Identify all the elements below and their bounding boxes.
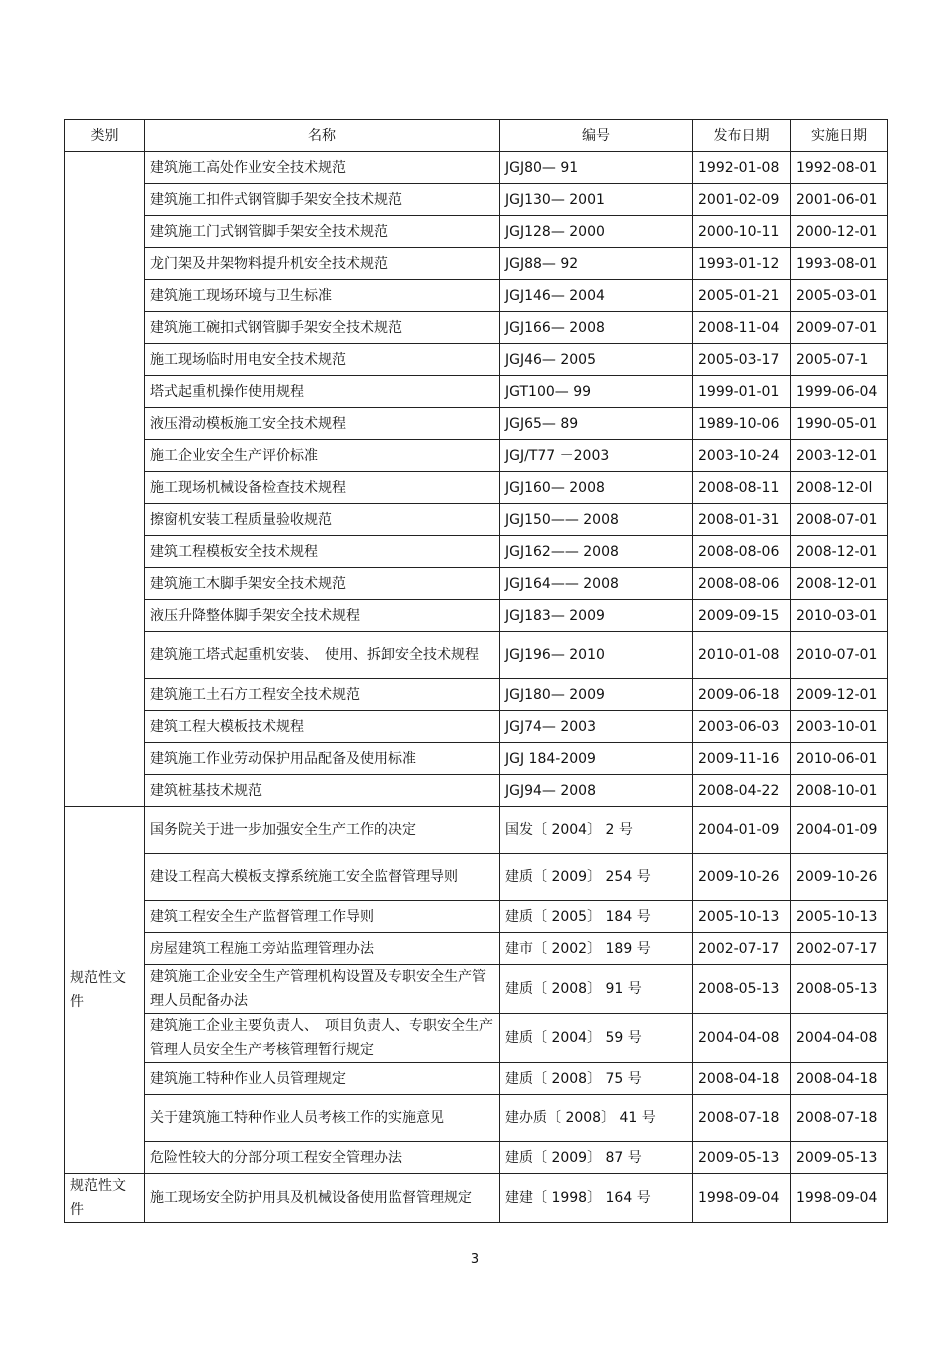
name-cell: 建筑工程模板安全技术规程 [145, 536, 500, 568]
code-cell: 建质〔 2005〕 184 号 [500, 901, 693, 933]
effective-date-cell: 2008-04-18 [791, 1063, 888, 1095]
name-cell: 建筑工程大模板技术规程 [145, 711, 500, 743]
name-cell: 龙门架及井架物料提升机安全技术规范 [145, 248, 500, 280]
issue-date-cell: 2009-05-13 [693, 1142, 791, 1174]
issue-date-cell: 2008-08-11 [693, 472, 791, 504]
page-number: 3 [470, 1252, 480, 1267]
code-cell: 建质〔 2009〕 254 号 [500, 854, 693, 901]
issue-date-cell: 2008-04-18 [693, 1063, 791, 1095]
table-row [65, 632, 888, 679]
effective-date-cell: 2003-12-01 [791, 440, 888, 472]
name-cell: 擦窗机安装工程质量验收规范 [145, 504, 500, 536]
name-cell: 施工现场安全防护用具及机械设备使用监督管理规定 [145, 1174, 500, 1223]
issue-date-cell: 2008-11-04 [693, 312, 791, 344]
table-row [65, 568, 888, 600]
table-row [65, 216, 888, 248]
issue-date-cell: 2003-10-24 [693, 440, 791, 472]
effective-date-cell: 1993-08-01 [791, 248, 888, 280]
effective-date-cell: 2008-07-01 [791, 504, 888, 536]
table-row [65, 711, 888, 743]
code-cell: 国发〔 2004〕 2 号 [500, 807, 693, 854]
name-cell: 建设工程高大模板支撑系统施工安全监督管理导则 [145, 854, 500, 901]
code-cell: JGJ164—— 2008 [500, 568, 693, 600]
issue-date-cell: 2005-01-21 [693, 280, 791, 312]
table-row [65, 344, 888, 376]
table-row [65, 600, 888, 632]
table-row [65, 184, 888, 216]
table-row [65, 376, 888, 408]
code-cell: JGJ94— 2008 [500, 775, 693, 807]
name-cell: 施工现场临时用电安全技术规范 [145, 344, 500, 376]
table-row [65, 854, 888, 901]
table-row [65, 1142, 888, 1174]
issue-date-cell: 2008-01-31 [693, 504, 791, 536]
table-row [65, 807, 888, 854]
issue-date-cell: 1999-01-01 [693, 376, 791, 408]
effective-date-cell: 2005-07-1 [791, 344, 888, 376]
category-cell [65, 152, 145, 807]
name-cell: 建筑施工作业劳动保护用品配备及使用标准 [145, 743, 500, 775]
issue-date-cell: 2009-10-26 [693, 854, 791, 901]
code-cell: 建质〔 2008〕 91 号 [500, 965, 693, 1014]
effective-date-cell: 2010-06-01 [791, 743, 888, 775]
header-effective-date: 实施日期 [791, 120, 888, 152]
code-cell: 建建〔 1998〕 164 号 [500, 1174, 693, 1223]
effective-date-cell: 2008-07-18 [791, 1095, 888, 1142]
issue-date-cell: 2009-11-16 [693, 743, 791, 775]
issue-date-cell: 2009-09-15 [693, 600, 791, 632]
code-cell: 建质〔 2009〕 87 号 [500, 1142, 693, 1174]
name-cell: 施工企业安全生产评价标准 [145, 440, 500, 472]
effective-date-cell: 2008-12-0l [791, 472, 888, 504]
code-cell: JGJ166— 2008 [500, 312, 693, 344]
issue-date-cell: 1998-09-04 [693, 1174, 791, 1223]
effective-date-cell: 2005-03-01 [791, 280, 888, 312]
effective-date-cell: 2010-03-01 [791, 600, 888, 632]
code-cell: JGJ162—— 2008 [500, 536, 693, 568]
code-cell: JGJ74— 2003 [500, 711, 693, 743]
effective-date-cell: 1999-06-04 [791, 376, 888, 408]
table-row [65, 408, 888, 440]
effective-date-cell: 2005-10-13 [791, 901, 888, 933]
issue-date-cell: 2004-04-08 [693, 1014, 791, 1063]
code-cell: JGT100— 99 [500, 376, 693, 408]
code-cell: JGJ130— 2001 [500, 184, 693, 216]
table-row [65, 1063, 888, 1095]
table-row [65, 152, 888, 184]
table-row [65, 472, 888, 504]
table-row [65, 901, 888, 933]
table-row [65, 1095, 888, 1142]
table-row [65, 536, 888, 568]
header-category: 类别 [65, 120, 145, 152]
issue-date-cell: 2008-04-22 [693, 775, 791, 807]
header-issue-date: 发布日期 [693, 120, 791, 152]
code-cell: 建质〔 2008〕 75 号 [500, 1063, 693, 1095]
table-row [65, 312, 888, 344]
code-cell: JGJ/T77 －2003 [500, 440, 693, 472]
table-row [65, 1014, 888, 1063]
effective-date-cell: 2008-12-01 [791, 568, 888, 600]
name-cell: 建筑桩基技术规范 [145, 775, 500, 807]
effective-date-cell: 2008-05-13 [791, 965, 888, 1014]
name-cell: 施工现场机械设备检查技术规程 [145, 472, 500, 504]
table-row [65, 679, 888, 711]
code-cell: JGJ46— 2005 [500, 344, 693, 376]
name-cell: 建筑施工企业安全生产管理机构设置及专职安全生产管理人员配备办法 [145, 965, 500, 1014]
code-cell: JGJ65— 89 [500, 408, 693, 440]
code-cell: JGJ80— 91 [500, 152, 693, 184]
name-cell: 建筑施工塔式起重机安装、 使用、拆卸安全技术规程 [145, 632, 500, 679]
table-row [65, 504, 888, 536]
effective-date-cell: 2009-07-01 [791, 312, 888, 344]
name-cell: 建筑施工门式钢管脚手架安全技术规范 [145, 216, 500, 248]
table-row [65, 775, 888, 807]
effective-date-cell: 2008-12-01 [791, 536, 888, 568]
table-body [65, 152, 888, 1223]
name-cell: 建筑施工高处作业安全技术规范 [145, 152, 500, 184]
name-cell: 危险性较大的分部分项工程安全管理办法 [145, 1142, 500, 1174]
issue-date-cell: 2001-02-09 [693, 184, 791, 216]
header-name: 名称 [145, 120, 500, 152]
issue-date-cell: 2008-07-18 [693, 1095, 791, 1142]
name-cell: 关于建筑施工特种作业人员考核工作的实施意见 [145, 1095, 500, 1142]
effective-date-cell: 2003-10-01 [791, 711, 888, 743]
name-cell: 液压升降整体脚手架安全技术规程 [145, 600, 500, 632]
code-cell: JGJ183— 2009 [500, 600, 693, 632]
name-cell: 建筑施工木脚手架安全技术规范 [145, 568, 500, 600]
issue-date-cell: 2002-07-17 [693, 933, 791, 965]
name-cell: 建筑施工企业主要负责人、 项目负责人、专职安全生产管理人员安全生产考核管理暂行规定 [145, 1014, 500, 1063]
name-cell: 塔式起重机操作使用规程 [145, 376, 500, 408]
name-cell: 建筑施工碗扣式钢管脚手架安全技术规范 [145, 312, 500, 344]
regulations-table [64, 119, 888, 1223]
code-cell: JGJ128— 2000 [500, 216, 693, 248]
code-cell: 建办质〔 2008〕 41 号 [500, 1095, 693, 1142]
name-cell: 建筑施工现场环境与卫生标准 [145, 280, 500, 312]
effective-date-cell: 2008-10-01 [791, 775, 888, 807]
table-row [65, 933, 888, 965]
code-cell: 建质〔 2004〕 59 号 [500, 1014, 693, 1063]
table-row [65, 743, 888, 775]
name-cell: 液压滑动模板施工安全技术规程 [145, 408, 500, 440]
effective-date-cell: 2009-10-26 [791, 854, 888, 901]
issue-date-cell: 2000-10-11 [693, 216, 791, 248]
effective-date-cell: 2009-05-13 [791, 1142, 888, 1174]
effective-date-cell: 2002-07-17 [791, 933, 888, 965]
name-cell: 建筑施工土石方工程安全技术规范 [145, 679, 500, 711]
table-row [65, 248, 888, 280]
name-cell: 建筑施工特种作业人员管理规定 [145, 1063, 500, 1095]
effective-date-cell: 1998-09-04 [791, 1174, 888, 1223]
code-cell: JGJ 184-2009 [500, 743, 693, 775]
code-cell: 建市〔 2002〕 189 号 [500, 933, 693, 965]
issue-date-cell: 2008-08-06 [693, 536, 791, 568]
effective-date-cell: 2004-04-08 [791, 1014, 888, 1063]
code-cell: JGJ196— 2010 [500, 632, 693, 679]
effective-date-cell: 1990-05-01 [791, 408, 888, 440]
effective-date-cell: 2001-06-01 [791, 184, 888, 216]
issue-date-cell: 2005-03-17 [693, 344, 791, 376]
issue-date-cell: 1993-01-12 [693, 248, 791, 280]
code-cell: JGJ150—— 2008 [500, 504, 693, 536]
issue-date-cell: 1992-01-08 [693, 152, 791, 184]
effective-date-cell: 2009-12-01 [791, 679, 888, 711]
table-header-row [65, 120, 888, 152]
name-cell: 国务院关于进一步加强安全生产工作的决定 [145, 807, 500, 854]
table-row [65, 280, 888, 312]
category-cell: 规范性文件 [65, 807, 145, 1174]
issue-date-cell: 2008-05-13 [693, 965, 791, 1014]
issue-date-cell: 2003-06-03 [693, 711, 791, 743]
name-cell: 建筑工程安全生产监督管理工作导则 [145, 901, 500, 933]
name-cell: 建筑施工扣件式钢管脚手架安全技术规范 [145, 184, 500, 216]
code-cell: JGJ146— 2004 [500, 280, 693, 312]
issue-date-cell: 2008-08-06 [693, 568, 791, 600]
header-code: 编号 [500, 120, 693, 152]
issue-date-cell: 1989-10-06 [693, 408, 791, 440]
issue-date-cell: 2009-06-18 [693, 679, 791, 711]
name-cell: 房屋建筑工程施工旁站监理管理办法 [145, 933, 500, 965]
code-cell: JGJ160— 2008 [500, 472, 693, 504]
code-cell: JGJ180— 2009 [500, 679, 693, 711]
issue-date-cell: 2004-01-09 [693, 807, 791, 854]
category-cell: 规范性文件 [65, 1174, 145, 1223]
issue-date-cell: 2010-01-08 [693, 632, 791, 679]
code-cell: JGJ88— 92 [500, 248, 693, 280]
table-row [65, 1174, 888, 1223]
issue-date-cell: 2005-10-13 [693, 901, 791, 933]
effective-date-cell: 2010-07-01 [791, 632, 888, 679]
table-row [65, 440, 888, 472]
table-row [65, 965, 888, 1014]
effective-date-cell: 2000-12-01 [791, 216, 888, 248]
effective-date-cell: 2004-01-09 [791, 807, 888, 854]
effective-date-cell: 1992-08-01 [791, 152, 888, 184]
